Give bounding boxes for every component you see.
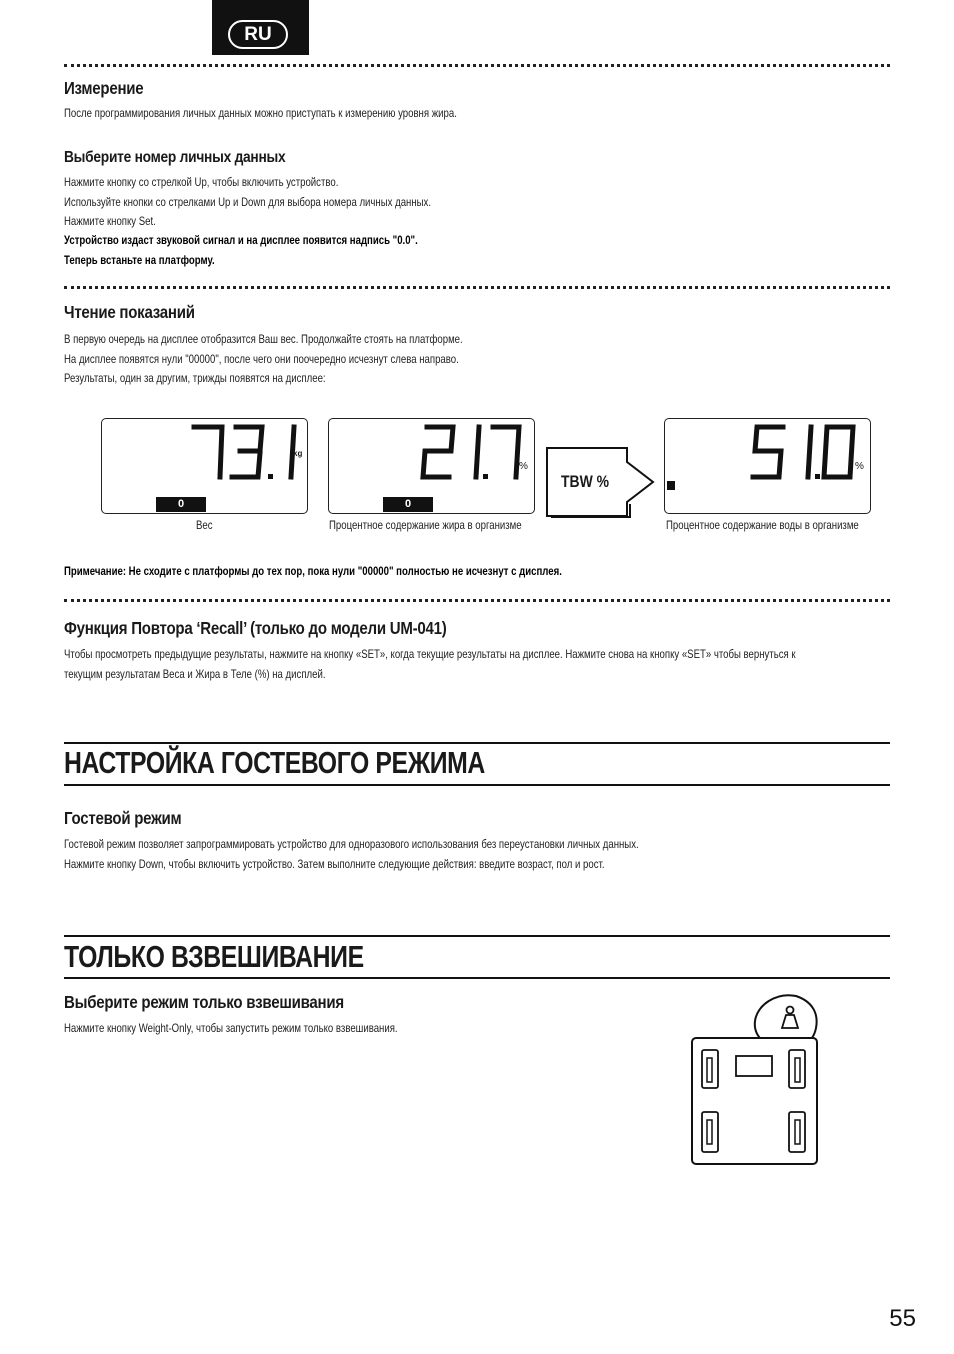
guest-line: Нажмите кнопку Down, чтобы включить устройство. Затем выполните следующие действия: введите возраст, пол и рост. [64,856,605,871]
reading-text [64,330,463,389]
tbw-label: TBW % [561,472,610,491]
weight-display [101,418,308,514]
scale-illustration [688,992,820,1168]
dotted-divider [64,286,890,289]
weight-bar: 0 [156,497,206,512]
water-display [664,418,871,514]
fat-display [328,418,535,514]
weight-caption: Вес [196,518,213,532]
select-number-title: Выберите номер личных данных [64,149,286,166]
fat-bar: 0 [383,497,433,512]
segment-indicator [667,481,675,490]
guest-text [64,835,639,874]
reading-line: В первую очередь на дисплее отобразится Ваш вес. Продолжайте стоять на платформе. [64,332,463,346]
select-number-bold-line: Устройство издаст звуковой сигнал и на дисплее появится надпись "0.0". [64,233,418,247]
page-number: 55 [889,1305,916,1332]
recall-title: Функция Повтора ‘Recall’ (только до модели UM-041) [64,618,447,638]
select-number-line: Нажмите кнопку со стрелкой Up, чтобы включить устройство. [64,175,339,189]
dotted-divider [64,64,890,67]
language-tab [212,0,309,55]
recall-text [64,645,796,684]
language-label: RU [228,20,288,49]
decimal-point [268,474,273,479]
weight-only-title: Выберите режим только взвешивания [64,992,344,1012]
heading-rule-top [64,935,890,937]
note-text: Примечание: Не сходите с платформы до тех пор, пока нули "00000" полностью не исчезнут с дисплея. [64,564,562,578]
scale-icon [692,1038,817,1164]
heading-rule-top [64,742,890,744]
select-number-text [64,173,431,232]
measure-text: После программирования личных данных можно приступать к измерению уровня жира. [64,106,457,120]
guest-title: Гостевой режим [64,808,182,828]
guest-heading: НАСТРОЙКА ГОСТЕВОГО РЕЖИМА [64,745,485,780]
water-unit: % [855,461,864,472]
weight-only-heading: ТОЛЬКО ВЗВЕШИВАНИЕ [64,939,364,974]
reading-title: Чтение показаний [64,302,195,322]
water-digits-graphic [665,419,872,515]
reading-line: На дисплее появятся нули "00000", после чего они поочередно исчезнут слева направо. [64,351,459,366]
recall-line: Чтобы просмотреть предыдущие результаты, нажмите на кнопку «SET», когда текущие результаты на дисплее. Нажмите снова на кнопку «SET» чтобы вернуться к [64,647,796,661]
reading-line: Результаты, один за другим, трижды появятся на дисплее: [64,371,326,385]
select-number-bold-text [64,231,418,270]
weight-unit: kg [293,449,303,458]
heading-rule-bottom [64,784,890,786]
fat-caption: Процентное содержание жира в организме [329,518,522,532]
measure-title: Измерение [64,78,144,98]
decimal-point [483,474,488,479]
fat-unit: % [519,461,528,472]
heading-rule-bottom [64,977,890,979]
decimal-point [815,474,820,479]
water-caption: Процентное содержание воды в организме [666,518,859,532]
select-number-line: Нажмите кнопку Set. [64,214,156,228]
guest-line: Гостевой режим позволяет запрограммировать устройство для одноразового использования без переустановки личных данных. [64,837,639,851]
recall-line: текущим результатам Веса и Жира в Теле (%) на дисплей. [64,666,326,681]
weight-only-text: Нажмите кнопку Weight-Only, чтобы запустить режим только взвешивания. [64,1021,398,1035]
select-number-bold-line: Теперь встаньте на платформу. [64,252,215,267]
dotted-divider [64,599,890,602]
select-number-line: Используйте кнопки со стрелками Up и Down для выбора номера личных данных. [64,194,432,209]
